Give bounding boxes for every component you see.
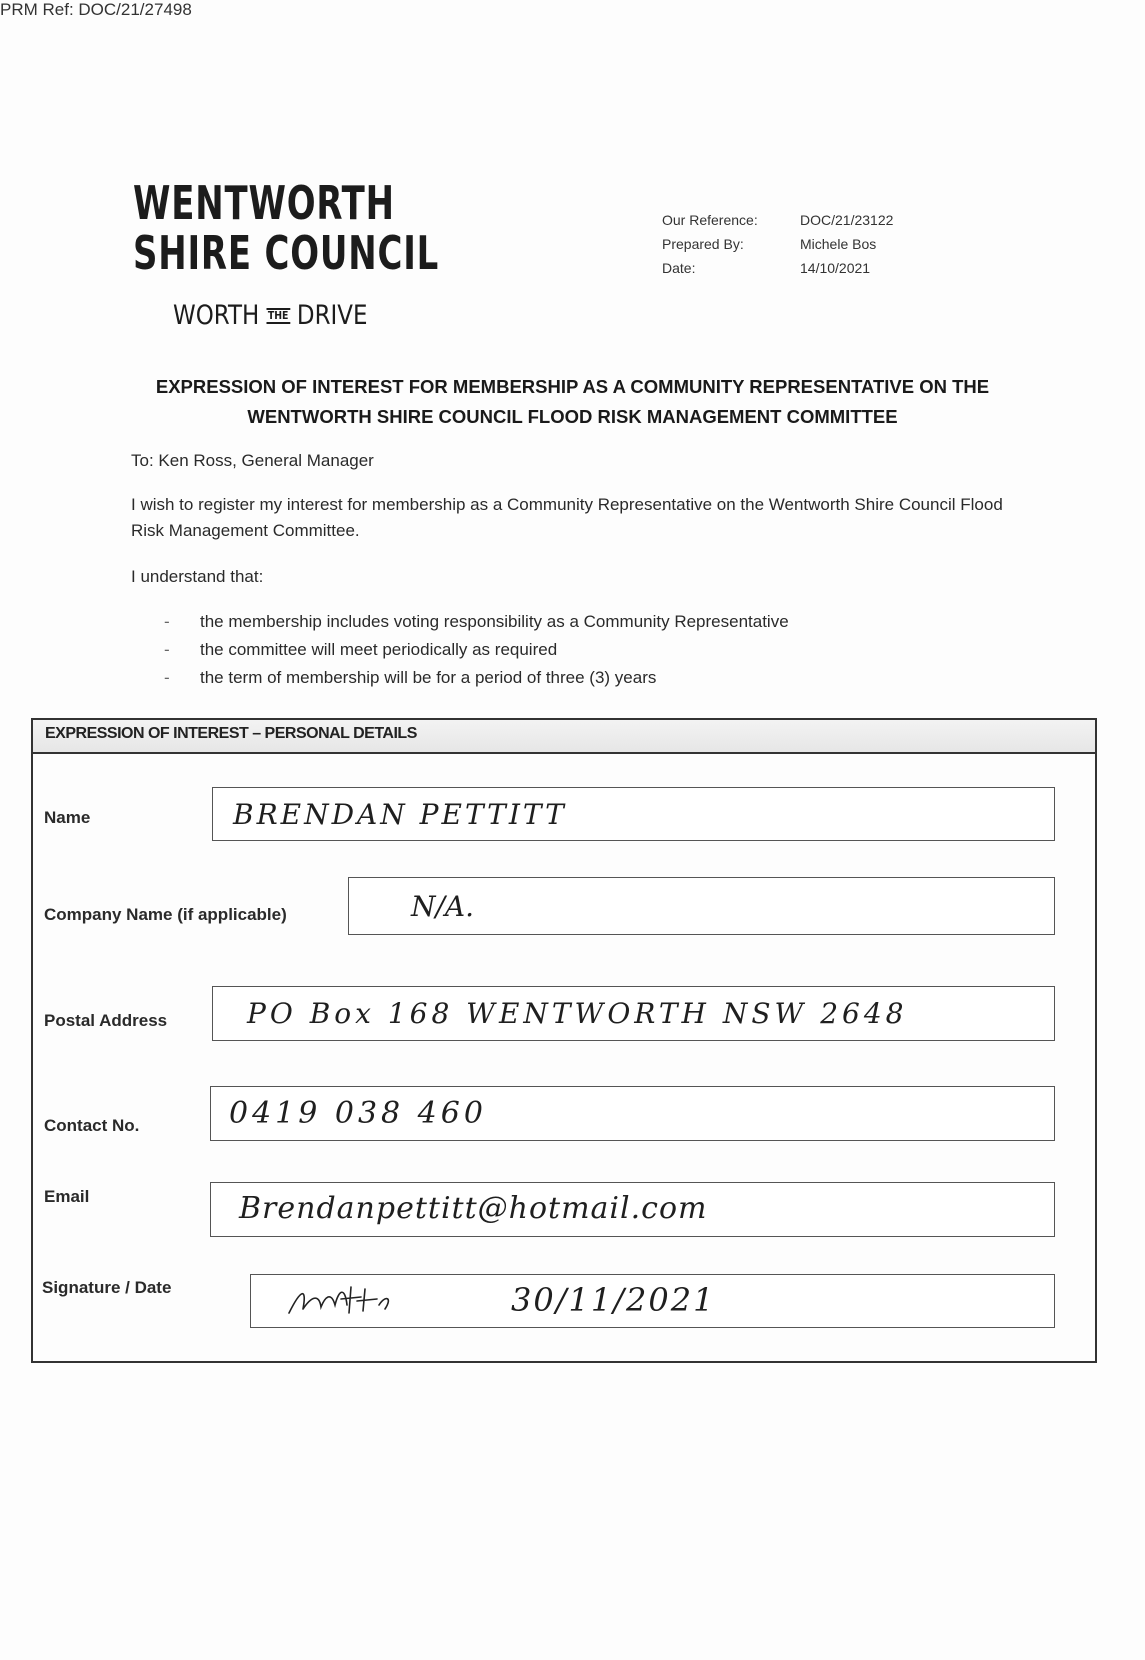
addressee: To: Ken Ross, General Manager bbox=[131, 451, 374, 470]
form-header-label: EXPRESSION OF INTEREST – PERSONAL DETAILS bbox=[45, 725, 417, 742]
contact-number-field[interactable] bbox=[210, 1086, 1055, 1141]
list-item-text: the term of membership will be for a period of three (3) years bbox=[200, 668, 657, 687]
company-value: N/A. bbox=[411, 890, 475, 923]
signature-mark bbox=[281, 1279, 401, 1323]
name-label: Name bbox=[44, 808, 91, 827]
name-value: BRENDAN PETTITT bbox=[233, 798, 567, 831]
contact-number-value: 0419 038 460 bbox=[229, 1096, 487, 1131]
reference-label: Our Reference: bbox=[662, 212, 758, 228]
date-value: 14/10/2021 bbox=[800, 260, 871, 276]
list-item: - the membership includes voting responsibility as a Community Representative bbox=[164, 608, 789, 636]
email-value: Brendanpettitt@hotmail.com bbox=[239, 1191, 708, 1226]
list-item: - the committee will meet periodically as required bbox=[164, 636, 789, 664]
list-item-text: the committee will meet periodically as required bbox=[200, 640, 558, 659]
document-title bbox=[100, 372, 1045, 432]
company-label: Company Name (if applicable) bbox=[44, 905, 287, 924]
email-field[interactable] bbox=[210, 1182, 1055, 1237]
date-row bbox=[662, 256, 893, 280]
contact-number-label: Contact No. bbox=[44, 1116, 140, 1135]
conditions-list bbox=[164, 608, 789, 692]
prm-reference: PRM Ref: DOC/21/27498 bbox=[0, 0, 192, 19]
list-item-text: the membership includes voting responsibility as a Community Representative bbox=[200, 612, 789, 631]
list-item: - the term of membership will be for a period of three (3) years bbox=[164, 664, 789, 692]
logo-line-1: WENTWORTH bbox=[133, 176, 395, 230]
reference-block bbox=[662, 208, 893, 280]
prepared-by-value: Michele Bos bbox=[800, 236, 877, 252]
reference-value: DOC/21/23122 bbox=[800, 212, 894, 228]
logo-line-2: SHIRE COUNCIL bbox=[133, 226, 440, 280]
tagline-worth: WORTH bbox=[173, 300, 260, 331]
signature-date-field[interactable] bbox=[250, 1274, 1055, 1328]
prepared-by-row bbox=[662, 232, 893, 256]
title-line-1: EXPRESSION OF INTEREST FOR MEMBERSHIP AS A COMMUNITY REPRESENTATIVE ON THE bbox=[155, 376, 990, 397]
signature-date-value: 30/11/2021 bbox=[511, 1281, 716, 1319]
postal-address-field[interactable] bbox=[212, 986, 1055, 1041]
prepared-by-label: Prepared By: bbox=[662, 236, 744, 252]
company-field[interactable] bbox=[348, 877, 1055, 935]
tagline-the: THE bbox=[267, 308, 289, 322]
intro-paragraph: I wish to register my interest for membership as a Community Representative on the Wentworth Shire Council Flood Risk Management Committee. bbox=[131, 495, 1003, 540]
understand-line: I understand that: bbox=[131, 567, 264, 586]
title-line-2: WENTWORTH SHIRE COUNCIL FLOOD RISK MANAGEMENT COMMITTEE bbox=[247, 406, 898, 427]
postal-address-value: PO Box 168 WENTWORTH NSW 2648 bbox=[247, 997, 908, 1030]
tagline-drive: DRIVE bbox=[296, 300, 368, 331]
reference-row bbox=[662, 208, 893, 232]
form-header bbox=[33, 720, 1095, 754]
logo-tagline bbox=[173, 300, 456, 331]
date-label: Date: bbox=[662, 260, 696, 276]
postal-address-label: Postal Address bbox=[44, 1011, 168, 1030]
signature-date-label: Signature / Date bbox=[42, 1278, 172, 1297]
council-logo bbox=[133, 178, 506, 331]
name-field[interactable] bbox=[212, 787, 1055, 841]
email-label: Email bbox=[44, 1187, 90, 1206]
